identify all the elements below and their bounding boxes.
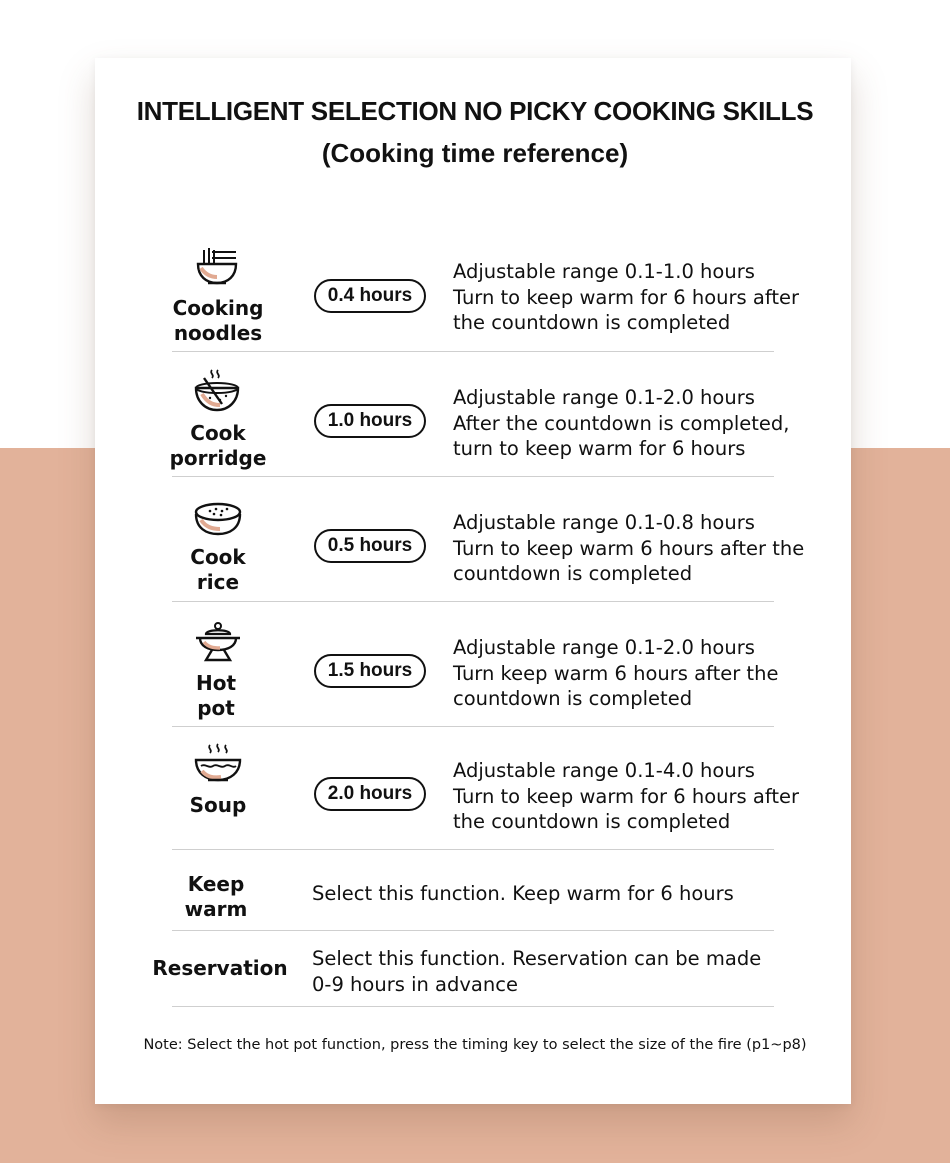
function-description: Adjustable range 0.1-0.8 hours Turn to keep warm 6 hours after the countdown is completed (453, 511, 805, 585)
function-description: Select this function. Keep warm for 6 hours (312, 882, 734, 905)
row-divider (172, 849, 774, 850)
time-badge: 1.0 hours (314, 404, 426, 438)
function-name: Cooking noodles (172, 296, 264, 345)
noodles-bowl-icon (192, 244, 244, 290)
rice-bowl-icon (192, 498, 244, 544)
page-title: INTELLIGENT SELECTION NO PICKY COOKING SKILLS (136, 96, 814, 126)
function-description: Select this function. Reservation can be made 0-9 hours in advance (312, 947, 762, 996)
row-divider (172, 1006, 774, 1007)
soup-bowl-icon (192, 742, 244, 788)
time-badge: 1.5 hours (314, 654, 426, 688)
hot-pot-icon (192, 620, 244, 666)
function-name: Keep warm (184, 872, 248, 921)
function-name: Cook porridge (169, 421, 267, 470)
row-divider (172, 601, 774, 602)
row-divider (172, 476, 774, 477)
time-badge: 0.4 hours (314, 279, 426, 313)
row-divider (172, 930, 774, 931)
function-description: Adjustable range 0.1-2.0 hours After the countdown is completed, turn to keep warm for 6 hours (453, 386, 790, 460)
page-subtitle: (Cooking time reference) (321, 138, 629, 168)
porridge-bowl-icon (192, 368, 244, 414)
footnote: Note: Select the hot pot function, press the timing key to select the size of the fire (p1~p8) (143, 1037, 807, 1053)
row-divider (172, 351, 774, 352)
function-name: Reservation (152, 956, 288, 980)
function-description: Adjustable range 0.1-1.0 hours Turn to keep warm for 6 hours after the countdown is completed (453, 260, 800, 334)
function-description: Adjustable range 0.1-2.0 hours Turn keep warm 6 hours after the countdown is completed (453, 636, 779, 710)
row-divider (172, 726, 774, 727)
function-name: Hot pot (195, 671, 237, 720)
function-name: Cook rice (190, 545, 246, 594)
function-name: Soup (189, 793, 247, 817)
time-badge: 0.5 hours (314, 529, 426, 563)
time-badge: 2.0 hours (314, 777, 426, 811)
function-description: Adjustable range 0.1-4.0 hours Turn to keep warm for 6 hours after the countdown is completed (453, 759, 800, 833)
